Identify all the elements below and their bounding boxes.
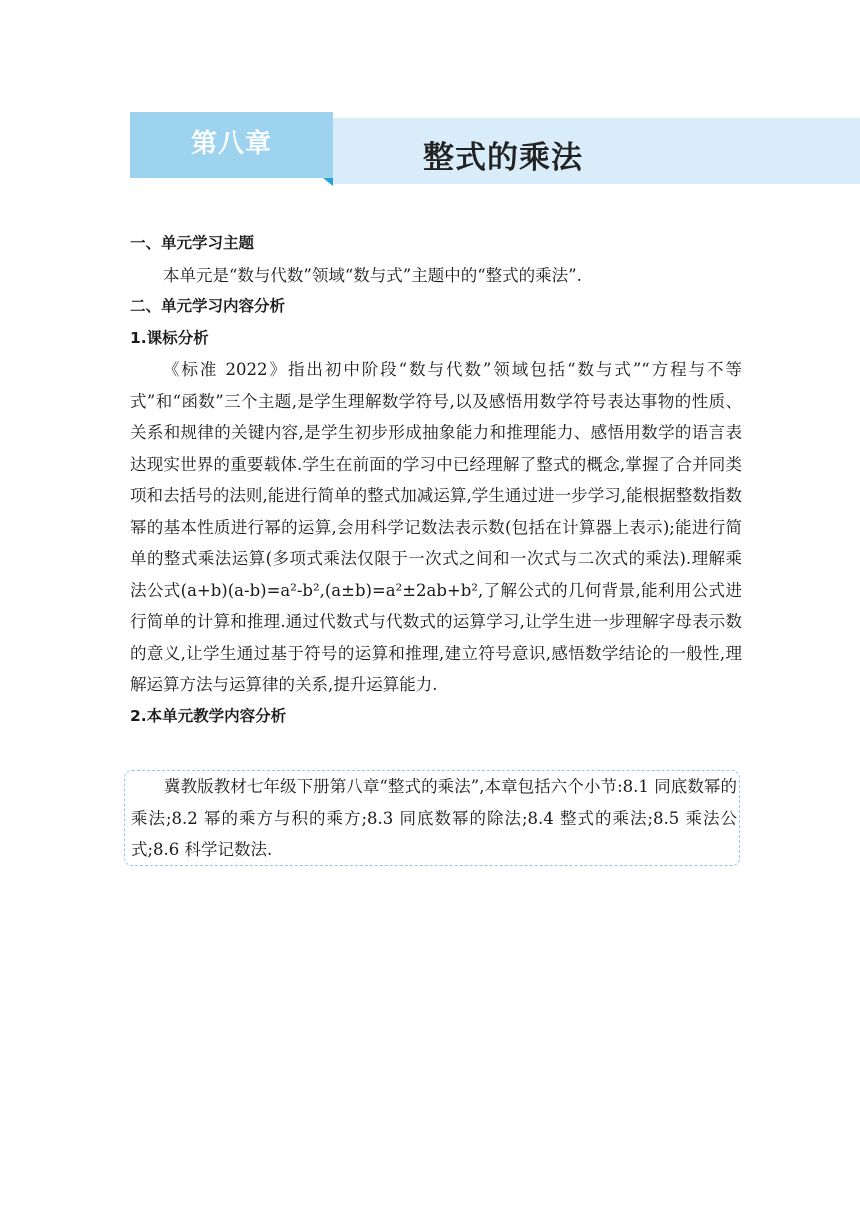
chapter-title-band bbox=[333, 118, 860, 184]
subsection1-heading: 1.课标分析 bbox=[130, 328, 209, 347]
chapter-header bbox=[130, 112, 860, 184]
chapter-label: 第八章 bbox=[190, 128, 272, 159]
chapter-label-box bbox=[130, 112, 333, 178]
section1-text: 本单元是“数与代数”领域“数与式”主题中的“整式的乘法”. bbox=[163, 265, 582, 285]
section2-heading: 二、单元学习内容分析 bbox=[130, 297, 286, 315]
chapter-title: 整式的乘法 bbox=[423, 140, 583, 176]
subsection1-text: 《标准 2022》指出初中阶段“数与代数”领域包括“数与式”“方程与不等式”和“函数”三个主题,是学生理解数学符号,以及感悟用数学符号表达事物的性质、关系和规律的关键内容,是学生初步形成抽象能力和推理能力、感悟用数学的语言表达现实世界的重要载体.学生在前面的学习中已经理解了整式的概念,掌握了合并同类项和去括号的法则,能进行简单的整式加减运算,学生通过进一步学习,能根据整数指数幂的基本性质进行幂的运算,会用科学记数法表示数(包括在计算器上表示);能进行简单的整式乘法运算(多项式乘法仅限于一次式之间和一次式与二次式的乘法).理解乘法公式(a+b)(a-b)=a²-b²,(a±b)=a²±2ab+b²,了解公式的几何背景,能利用公式进行简单的计算和推理.通过代数式与代数式的运算学习,让学生进一步理解字母表示数的意义,让学生通过基于符号的运算和推理,建立符号意识,感悟数学结论的一般性,理解运算方法与运算律的关系,提升运算能力. bbox=[130, 360, 742, 694]
corner-accent bbox=[323, 178, 333, 186]
subsection2-text: 冀教版教材七年级下册第八章“整式的乘法”,本章包括六个小节:8.1 同底数幂的乘法;8.2 幂的乘方与积的乘方;8.3 同底数幂的除法;8.4 整式的乘法;8.5 乘法公式;8.6 科学记数法. bbox=[131, 777, 737, 859]
document-body bbox=[130, 228, 742, 732]
section1-heading: 一、单元学习主题 bbox=[130, 234, 255, 252]
subsection2-heading: 2.本单元教学内容分析 bbox=[130, 706, 287, 725]
